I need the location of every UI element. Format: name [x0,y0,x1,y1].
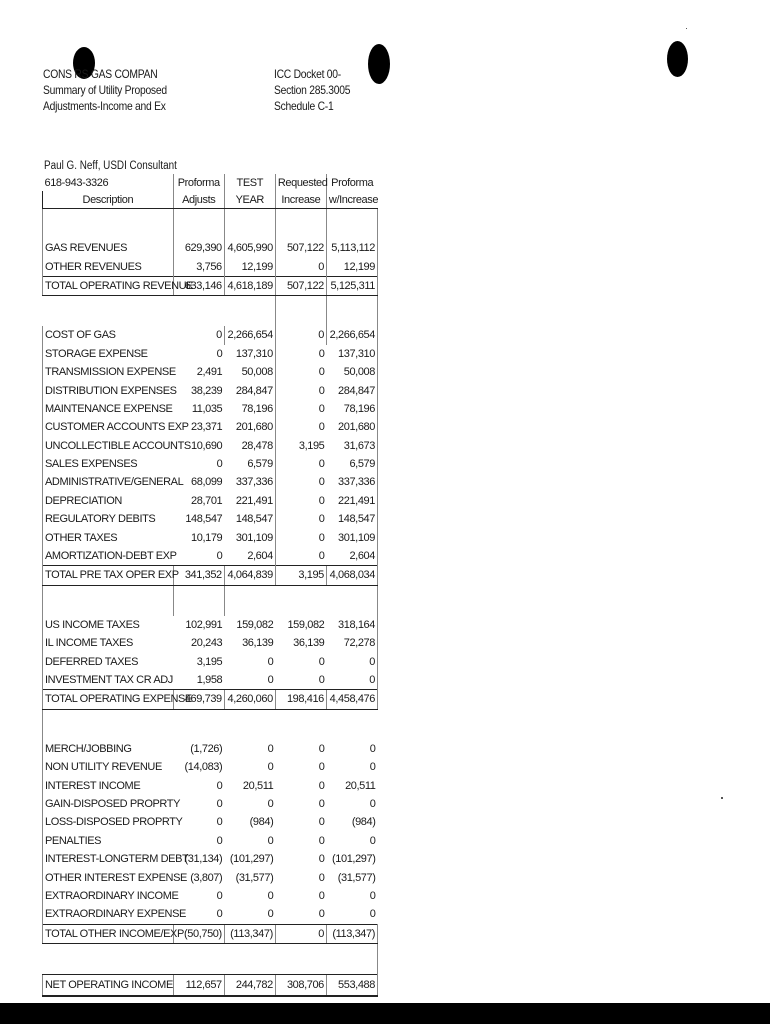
col-header-description: Description [43,191,174,209]
table-row: EXTRAORDINARY INCOME 0 0 0 0 [43,887,378,905]
total-row: TOTAL OPERATING EXPENSE 469,739 4,260,060 198,416 4,458,476 [43,690,378,709]
table-row: OTHER TAXES 10,179 301,109 0 301,109 [43,528,378,546]
table-row: DISTRIBUTION EXPENSES 38,239 284,847 0 284,847 [43,381,378,399]
col-header-proforma: Proforma [173,174,224,191]
company-name: CONS RS GAS COMPAN [43,67,158,81]
spacer-row [43,709,378,740]
table-row: STORAGE EXPENSE 0 137,310 0 137,310 [43,345,378,363]
table-row: REGULATORY DEBITS 148,547 148,547 0 148,547 [43,510,378,528]
table-row: INTEREST INCOME 0 20,511 0 20,511 [43,776,378,794]
tax-section [43,616,378,709]
schedule-table [42,174,378,997]
col-header-year: YEAR [224,191,275,209]
table-row: UNCOLLECTIBLE ACCOUNTS 10,690 28,478 3,195 31,673 [43,437,378,455]
total-row: TOTAL OPERATING REVENUE 633,146 4,618,189 507,122 5,125,311 [43,276,378,295]
col-header-requested: Requested [275,174,326,191]
scan-edge-bar [0,1003,770,1024]
col-header-w-increase: w/Increase [326,191,377,209]
table-row: LOSS-DISPOSED PROPRTY 0 (984) 0 (984) [43,813,378,831]
spacer-row [43,209,378,240]
table-row: ADMINISTRATIVE/GENERAL 68,099 337,336 0 337,336 [43,473,378,491]
total-row: TOTAL PRE TAX OPER EXP 341,352 4,064,839 3,195 4,068,034 [43,566,378,585]
table-row: AMORTIZATION-DEBT EXP 0 2,604 0 2,604 [43,547,378,566]
section-number: Section 285.3005 [274,83,351,97]
scan-speck [686,28,687,29]
table-row: SALES EXPENSES 0 6,579 0 6,579 [43,455,378,473]
spacer-row [43,585,378,616]
docket-block [274,66,350,114]
total-row: TOTAL OTHER INCOME/EXP (50,750) (113,347) 0 (113,347) [43,924,378,943]
table-row: OTHER INTEREST EXPENSE (3,807) (31,577) 0 (31,577) [43,868,378,886]
table-row: US INCOME TAXES 102,991 159,082 159,082 318,164 [43,616,378,634]
punch-hole-right [667,41,688,77]
table-row: INVESTMENT TAX CR ADJ 1,958 0 0 0 [43,671,378,690]
revenue-section [43,239,378,296]
table-row: MAINTENANCE EXPENSE 11,035 78,196 0 78,196 [43,400,378,418]
table-row: OTHER REVENUES 3,756 12,199 0 12,199 [43,257,378,276]
table-row: DEPRECIATION 28,701 221,491 0 221,491 [43,492,378,510]
docket-number: ICC Docket 00- [274,67,341,81]
col-header-proforma-2: Proforma [326,174,377,191]
table-row: GAIN-DISPOSED PROPRTY 0 0 0 0 [43,795,378,813]
column-header-row-2 [43,191,378,209]
document-subtitle: Adjustments-Income and Ex [43,99,166,113]
other-income-section [43,740,378,944]
col-header-adjusts: Adjusts [173,191,224,209]
table-row: CUSTOMER ACCOUNTS EXP 23,371 201,680 0 201,680 [43,418,378,436]
consultant-name: Paul G. Neff, USDI Consultant [44,160,177,172]
scan-speck [721,797,723,799]
table-row: IL INCOME TAXES 20,243 36,139 36,139 72,278 [43,634,378,652]
expense-section [43,326,378,585]
table-row: MERCH/JOBBING (1,726) 0 0 0 [43,740,378,758]
table-row: EXTRAORDINARY EXPENSE 0 0 0 0 [43,905,378,924]
consultant-phone: 618-943-3326 [44,176,109,189]
net-income-row: NET OPERATING INCOME 112,657 244,782 308,706 553,488 [43,974,378,996]
document-title-block [43,66,167,114]
col-header-increase: Increase [275,191,326,209]
document-title: Summary of Utility Proposed [43,83,167,97]
col-header-test: TEST [224,174,275,191]
table-row: DEFERRED TAXES 3,195 0 0 0 [43,652,378,670]
table-row: GAS REVENUES 629,390 4,605,990 507,122 5,113,112 [43,239,378,257]
table-row: NON UTILITY REVENUE (14,083) 0 0 0 [43,758,378,776]
table-row: COST OF GAS 0 2,266,654 0 2,266,654 [43,326,378,344]
table-row: TRANSMISSION EXPENSE 2,491 50,008 0 50,008 [43,363,378,381]
table-row: INTEREST-LONGTERM DEBT (31,134) (101,297) 0 (101,297) [43,850,378,868]
table-row: PENALTIES 0 0 0 0 [43,832,378,850]
column-header-row-1 [43,174,378,191]
punch-hole-center [368,44,390,84]
schedule-number: Schedule C-1 [274,99,334,113]
spacer-row [43,943,378,974]
spacer-row [43,296,378,327]
